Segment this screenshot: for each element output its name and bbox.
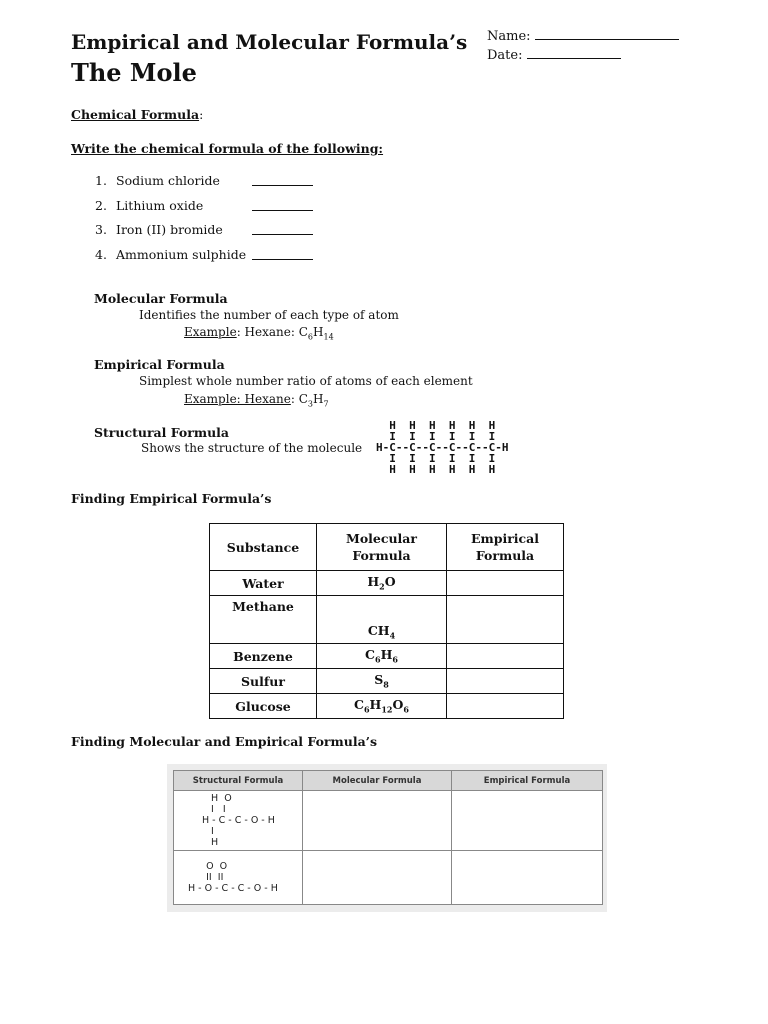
empirical-formula-h-sub: 7: [323, 399, 329, 409]
empirical-answer-cell[interactable]: [447, 596, 564, 644]
empirical-answer-cell[interactable]: [447, 571, 564, 596]
formula-part: 8: [383, 679, 389, 690]
chemical-formula-item: [95, 173, 313, 198]
formula-part: S: [374, 672, 384, 688]
formula-part: 4: [389, 630, 396, 640]
molecular-formula-cell: [317, 596, 447, 644]
item-number: 2.: [95, 197, 107, 213]
item-number: 3.: [95, 222, 107, 237]
molecular-formula-heading: Molecular Formula: [94, 291, 228, 306]
page-title: Empirical and Molecular Formula’s: [71, 30, 468, 54]
table-row: [210, 571, 564, 596]
col-empirical-2: Empirical Formula: [452, 771, 603, 791]
structure-line: I I: [202, 804, 226, 815]
item-number: 1.: [95, 173, 107, 188]
structure-cell: [174, 851, 303, 905]
empirical-example-rest: :: [290, 392, 299, 406]
date-label: Date:: [487, 48, 523, 63]
formula-part: C: [354, 697, 364, 713]
empirical-table: [209, 523, 564, 719]
finding-molecular-heading: Finding Molecular and Empirical Formula’s: [71, 734, 378, 749]
name-blank[interactable]: [535, 28, 679, 40]
structure-line: O O: [188, 861, 228, 872]
molecular-formula-example: [184, 325, 334, 341]
item-label: Lithium oxide: [116, 197, 204, 213]
formula-part: 6: [363, 704, 370, 715]
molecular-formula-cell: [317, 669, 447, 694]
structure-cell: [174, 791, 303, 851]
empirical-table-header: [210, 524, 564, 571]
chemical-formula-heading-text: Chemical Formula: [71, 107, 200, 122]
structural-formula-desc: Shows the structure of the molecule: [141, 441, 363, 455]
oxalic-acid-structure: [188, 861, 302, 894]
molecular-formula-c: C: [298, 325, 308, 339]
molecular-answer-cell[interactable]: [303, 851, 452, 905]
empirical-answer-cell[interactable]: [447, 644, 564, 669]
formula-part: 6: [374, 654, 381, 665]
diagram-line: H-C--C--C--C--C--C-H: [376, 441, 509, 454]
molecular-formula-c-sub: 6: [307, 332, 314, 342]
chemical-formula-item: [95, 198, 313, 223]
formula-part: CH: [367, 622, 390, 638]
molecular-table-image: [167, 764, 607, 912]
col-molecular: Molecular Formula: [317, 524, 447, 571]
chemical-formula-heading: [71, 107, 203, 122]
item-number: 4.: [95, 246, 107, 262]
table-row: [210, 596, 564, 644]
molecular-answer-cell[interactable]: [303, 791, 452, 851]
item-label: Sodium chloride: [116, 173, 220, 188]
col-structural: Structural Formula: [174, 771, 303, 791]
empirical-example-label: Example: Hexane: [184, 392, 291, 406]
substance-cell: Methane: [210, 596, 317, 644]
formula-part: 6: [403, 704, 409, 715]
formula-part: C: [365, 647, 375, 663]
empirical-answer-cell[interactable]: [452, 851, 603, 905]
structural-formula-heading: Structural Formula: [94, 425, 230, 440]
molecular-table: [173, 770, 603, 905]
diagram-line: I I I I I I: [376, 430, 496, 443]
molecular-formula-h-sub: 14: [323, 332, 334, 342]
formula-part: H: [367, 574, 380, 590]
structure-line: II II: [188, 872, 224, 883]
structure-line: H - C - C - O - H: [202, 815, 275, 826]
substance-cell: Glucose: [210, 694, 317, 719]
col-substance: Substance: [210, 524, 317, 571]
formula-part: O: [384, 574, 396, 590]
chemical-formula-list: [95, 173, 313, 271]
empirical-answer-cell[interactable]: [447, 669, 564, 694]
chemical-formula-item: [95, 247, 313, 272]
substance-cell: Water: [210, 571, 317, 596]
molecule-row: [174, 851, 603, 905]
table-row: [210, 644, 564, 669]
molecular-formula-desc: Identifies the number of each type of atom: [139, 308, 399, 322]
col-molecular-2: Molecular Formula: [303, 771, 452, 791]
structure-line: H: [202, 837, 219, 848]
table-row: [210, 669, 564, 694]
substance-cell: Sulfur: [210, 669, 317, 694]
molecular-formula-cell: [317, 694, 447, 719]
item-label: Ammonium sulphide: [116, 246, 247, 262]
empirical-formula-c: C: [298, 392, 308, 406]
molecular-formula-h: H: [313, 325, 324, 339]
formula-part: 6: [392, 654, 398, 665]
molecule-row: [174, 791, 603, 851]
col-empirical: Empirical Formula: [447, 524, 564, 571]
date-field[interactable]: [487, 47, 621, 63]
diagram-line: I I I I I I: [376, 452, 496, 465]
chemical-formula-instruction: Write the chemical formula of the following:: [71, 141, 384, 156]
formula-part: H: [369, 697, 382, 713]
answer-blank[interactable]: [252, 222, 313, 235]
chemical-formula-item: [95, 222, 313, 247]
formula-part: O: [392, 697, 404, 713]
empirical-answer-cell[interactable]: [452, 791, 603, 851]
diagram-line: H H H H H H: [376, 419, 496, 432]
molecular-example-label: Example: [184, 325, 237, 339]
empirical-formula-desc: Simplest whole number ratio of atoms of each element: [139, 374, 473, 388]
molecular-table-header: [174, 771, 603, 791]
chemical-formula-colon: :: [199, 107, 204, 122]
formula-part: H: [380, 647, 393, 663]
molecular-formula-cell: [317, 571, 447, 596]
empirical-formula-example: [184, 392, 329, 408]
page-subtitle: The Mole: [71, 58, 197, 87]
formula-part: 12: [381, 704, 393, 715]
structure-line: H O: [202, 793, 232, 804]
empirical-formula-c-sub: 3: [307, 399, 313, 409]
empirical-formula-heading: Empirical Formula: [94, 357, 225, 372]
empirical-formula-h: H: [313, 392, 324, 406]
answer-blank[interactable]: [252, 198, 313, 211]
finding-empirical-heading: Finding Empirical Formula’s: [71, 491, 272, 506]
molecular-example-rest: : Hexane:: [236, 325, 299, 339]
structure-line: I: [202, 826, 214, 837]
structure-line: H - O - C - C - O - H: [188, 883, 278, 894]
acetic-acid-structure: [202, 793, 302, 848]
name-label: Name:: [487, 29, 531, 44]
hexane-structure-diagram: [376, 420, 508, 475]
answer-blank[interactable]: [252, 173, 313, 186]
date-blank[interactable]: [527, 47, 621, 59]
diagram-line: H H H H H H: [376, 463, 496, 476]
formula-part: 2: [379, 581, 385, 592]
name-field[interactable]: [487, 28, 679, 44]
empirical-answer-cell[interactable]: [447, 694, 564, 719]
table-row: [210, 694, 564, 719]
answer-blank[interactable]: [252, 247, 313, 260]
item-label: Iron (II) bromide: [116, 222, 223, 237]
molecular-formula-cell: [317, 644, 447, 669]
substance-cell: Benzene: [210, 644, 317, 669]
